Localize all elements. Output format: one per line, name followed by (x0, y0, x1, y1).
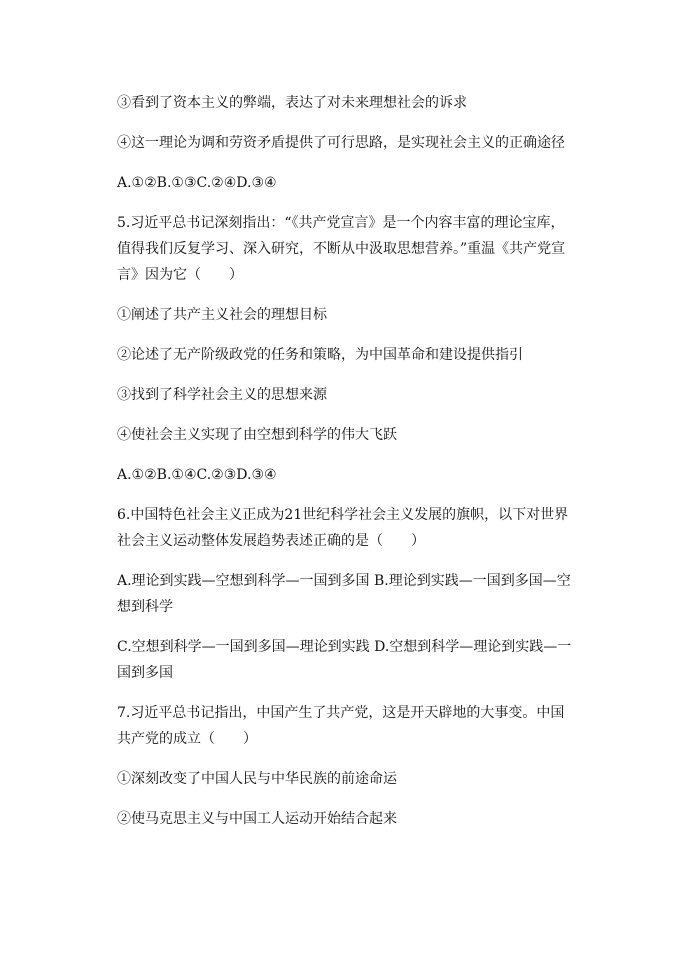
question-5-option-2: ②论述了无产阶级政党的任务和策略，为中国革命和建设提供指引 (117, 347, 523, 363)
question-5-option-4: ④使社会主义实现了由空想到科学的伟大飞跃 (117, 427, 397, 443)
question-content (117, 90, 572, 832)
option-3-text: ③看到了资本主义的弊端，表达了对未来理想社会的诉求 (117, 95, 467, 111)
question-7-stem: 7.习近平总书记指出，中国产生了共产党，这是开天辟地的大事变。中国共产党的成立（ ） (117, 705, 565, 747)
question-5-option-3: ③找到了科学社会主义的思想来源 (117, 387, 327, 403)
question-5-stem: 5.习近平总书记深刻指出：“《共产党宣言》是一个内容丰富的理论宝库，值得我们反复学习、深入研究，不断从中汲取思想营养。”重温《共产党宣言》因为它（ ） (117, 215, 566, 283)
question-5-answer-choices: A.①②B.①④C.②③D.③④ (117, 467, 277, 483)
question-6-stem: 6.中国特色社会主义正成为21世纪科学社会主义发展的旗帜，以下对世界社会主义运动整体发展趋势表述正确的是（ ） (117, 507, 569, 549)
question-6-choices-ab: A.理论到实践—空想到科学—一国到多国 B.理论到实践—一国到多国—空想到科学 (117, 573, 571, 615)
question-5-option-1: ①阐述了共产主义社会的理想目标 (117, 307, 327, 323)
question-7-option-2: ②使马克思主义与中国工人运动开始结合起来 (117, 811, 397, 827)
option-4-text: ④这一理论为调和劳资矛盾提供了可行思路，是实现社会主义的正确途径 (117, 135, 565, 151)
answer-choices-4: A.①②B.①③C.②④D.③④ (117, 175, 277, 191)
question-7-option-1: ①深刻改变了中国人民与中华民族的前途命运 (117, 771, 397, 787)
question-6-choices-cd: C.空想到科学—一国到多国—理论到实践 D.空想到科学—理论到实践—一国到多国 (117, 639, 572, 681)
